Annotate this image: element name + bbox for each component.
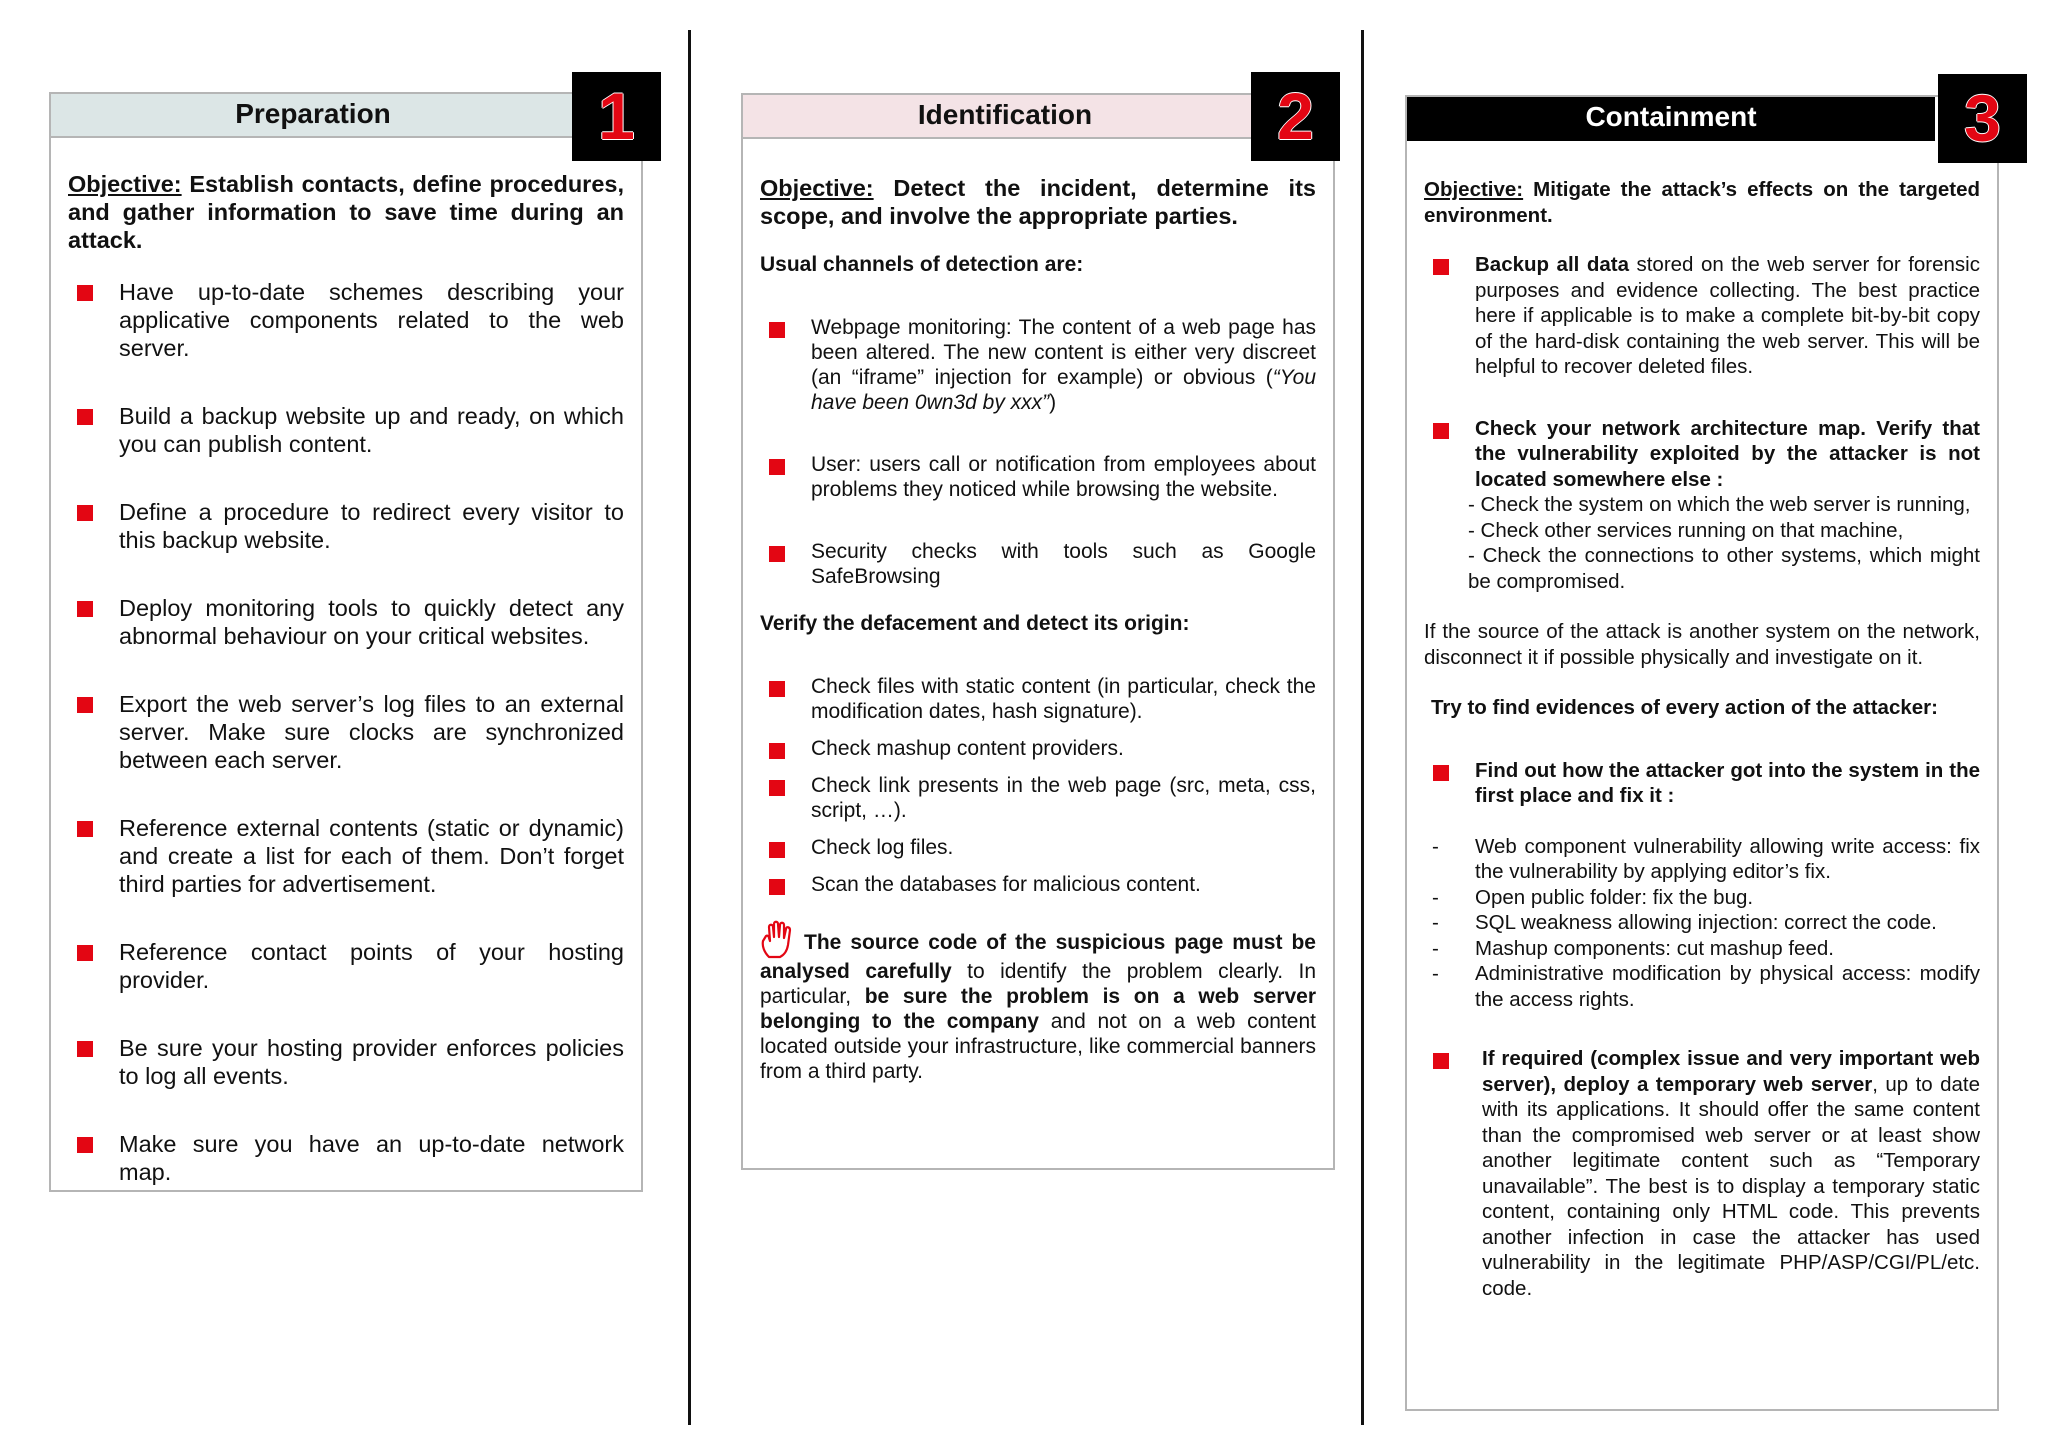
preparation-header [51, 94, 575, 138]
list-item: Webpage monitoring: The content of a web page has been altered. The new content is either very discreet (an “iframe” injection for example) or obvious (“You have been 0wn3d by xxx”) [760, 315, 1316, 415]
containment-list-a [1424, 252, 1980, 492]
list-item: Reference external contents (static or dynamic) and create a list for each of them. Don’t forget third parties for advertisement. [68, 814, 624, 898]
source-paragraph: If the source of the attack is another system on the network, disconnect it if possible physically and investigate on it. [1424, 620, 1980, 669]
list-item: If required (complex issue and very important web server), deploy a temporary web server, up to date with its applications. It should offer the same content than the compromised web server or at least show another legitimate content such as “Temporary unavailable”. The best is to display a temporary static content, containing only HTML code. This prevents another infection in case the attacker has used vulnerability in the legitimate PHP/ASP/CGI/PL/etc. code. [1424, 1046, 1980, 1301]
map-check-line: - Check the system on which the web server is running, [1468, 493, 1971, 516]
containment-title: Containment [1585, 101, 1757, 132]
objective-label: Objective: [1424, 178, 1524, 201]
step-number-1: 1 [572, 72, 661, 161]
column-divider-left [688, 30, 691, 1425]
list-item: Scan the databases for malicious content. [760, 872, 1316, 897]
stop-hand-icon [760, 919, 794, 959]
list-item: - SQL weakness allowing injection: correct the code. [1424, 910, 1980, 936]
containment-header [1407, 97, 1935, 141]
preparation-panel [49, 92, 643, 1192]
evidence-heading: Try to find evidences of every action of the attacker: [1431, 696, 1938, 719]
list-item: Check log files. [760, 835, 1316, 860]
map-check-line: - Check other services running on that machine, [1468, 518, 1904, 542]
column-divider-right [1361, 30, 1364, 1425]
verify-heading: Verify the defacement and detect its origin: [760, 612, 1190, 635]
list-item: - Open public folder: fix the bug. [1424, 885, 1980, 911]
list-item: Check mashup content providers. [760, 736, 1316, 761]
warning-note: The source code of the suspicious page must be analysed carefully to identify the problem clearly. In particular, be sure the problem is on a web server belonging to the company and not on a web content located outside your infrastructure, like commercial banners from a third party. [760, 919, 1316, 1084]
list-item: Backup all data stored on the web server for forensic purposes and evidence collecting. The best practice here if applicable is to make a complete bit-by-bit copy of the hard-disk containing the web server. This will be helpful to recover deleted files. [1424, 252, 1980, 380]
list-item: Be sure your hosting provider enforces policies to log all events. [68, 1034, 624, 1090]
channels-heading: Usual channels of detection are: [760, 253, 1084, 276]
list-item: User: users call or notification from employees about problems they noticed while browsing the website. [760, 452, 1316, 502]
objective-label: Objective: [760, 175, 874, 201]
map-checks [1424, 492, 1980, 594]
identification-body [760, 174, 1316, 1084]
fixes-list [1424, 834, 1980, 1013]
containment-list-c [1424, 1046, 1980, 1301]
list-item: Reference contact points of your hosting provider. [68, 938, 624, 994]
list-item: Security checks with tools such as Google SafeBrowsing [760, 539, 1316, 589]
step-number-2: 2 [1251, 72, 1340, 161]
identification-title: Identification [917, 99, 1093, 130]
list-item: Deploy monitoring tools to quickly detect any abnormal behaviour on your critical websites. [68, 594, 624, 650]
preparation-title: Preparation [235, 98, 391, 129]
list-item: Build a backup website up and ready, on which you can publish content. [68, 402, 624, 458]
containment-list-b [1424, 758, 1980, 809]
objective-label: Objective: [68, 171, 182, 197]
containment-panel [1405, 95, 1999, 1411]
list-item: - Mashup components: cut mashup feed. [1424, 936, 1980, 962]
checks-list [760, 674, 1316, 897]
list-item: - Web component vulnerability allowing write access: fix the vulnerability by applying editor’s fix. [1424, 834, 1980, 885]
preparation-body [68, 170, 624, 1226]
preparation-objective: Objective: Establish contacts, define procedures, and gather information to save time during an attack. [68, 171, 624, 253]
list-item: Export the web server’s log files to an external server. Make sure clocks are synchronized between each server. [68, 690, 624, 774]
map-check-line: - Check the connections to other systems, which might be compromised. [1468, 544, 1980, 593]
list-item: Define a procedure to redirect every visitor to this backup website. [68, 498, 624, 554]
list-item: Make sure you have an up-to-date network map. [68, 1130, 624, 1186]
list-item: - Administrative modification by physical access: modify the access rights. [1424, 961, 1980, 1012]
list-item: Check link presents in the web page (src, meta, css, script, …). [760, 773, 1316, 823]
list-item: Check files with static content (in particular, check the modification dates, hash signature). [760, 674, 1316, 724]
containment-objective: Objective: Mitigate the attack’s effects on the targeted environment. [1424, 178, 1980, 227]
list-item: Find out how the attacker got into the system in the first place and fix it : [1424, 758, 1980, 809]
containment-body [1424, 177, 1980, 1301]
step-number-3: 3 [1938, 74, 2027, 163]
identification-objective: Objective: Detect the incident, determine its scope, and involve the appropriate parties. [760, 175, 1316, 229]
identification-panel [741, 93, 1335, 1170]
preparation-list [68, 278, 624, 1186]
list-item: Have up-to-date schemes describing your applicative components related to the web server. [68, 278, 624, 362]
channels-list [760, 315, 1316, 589]
identification-header [743, 95, 1267, 139]
list-item: Check your network architecture map. Verify that the vulnerability exploited by the attacker is not located somewhere else : [1424, 416, 1980, 493]
